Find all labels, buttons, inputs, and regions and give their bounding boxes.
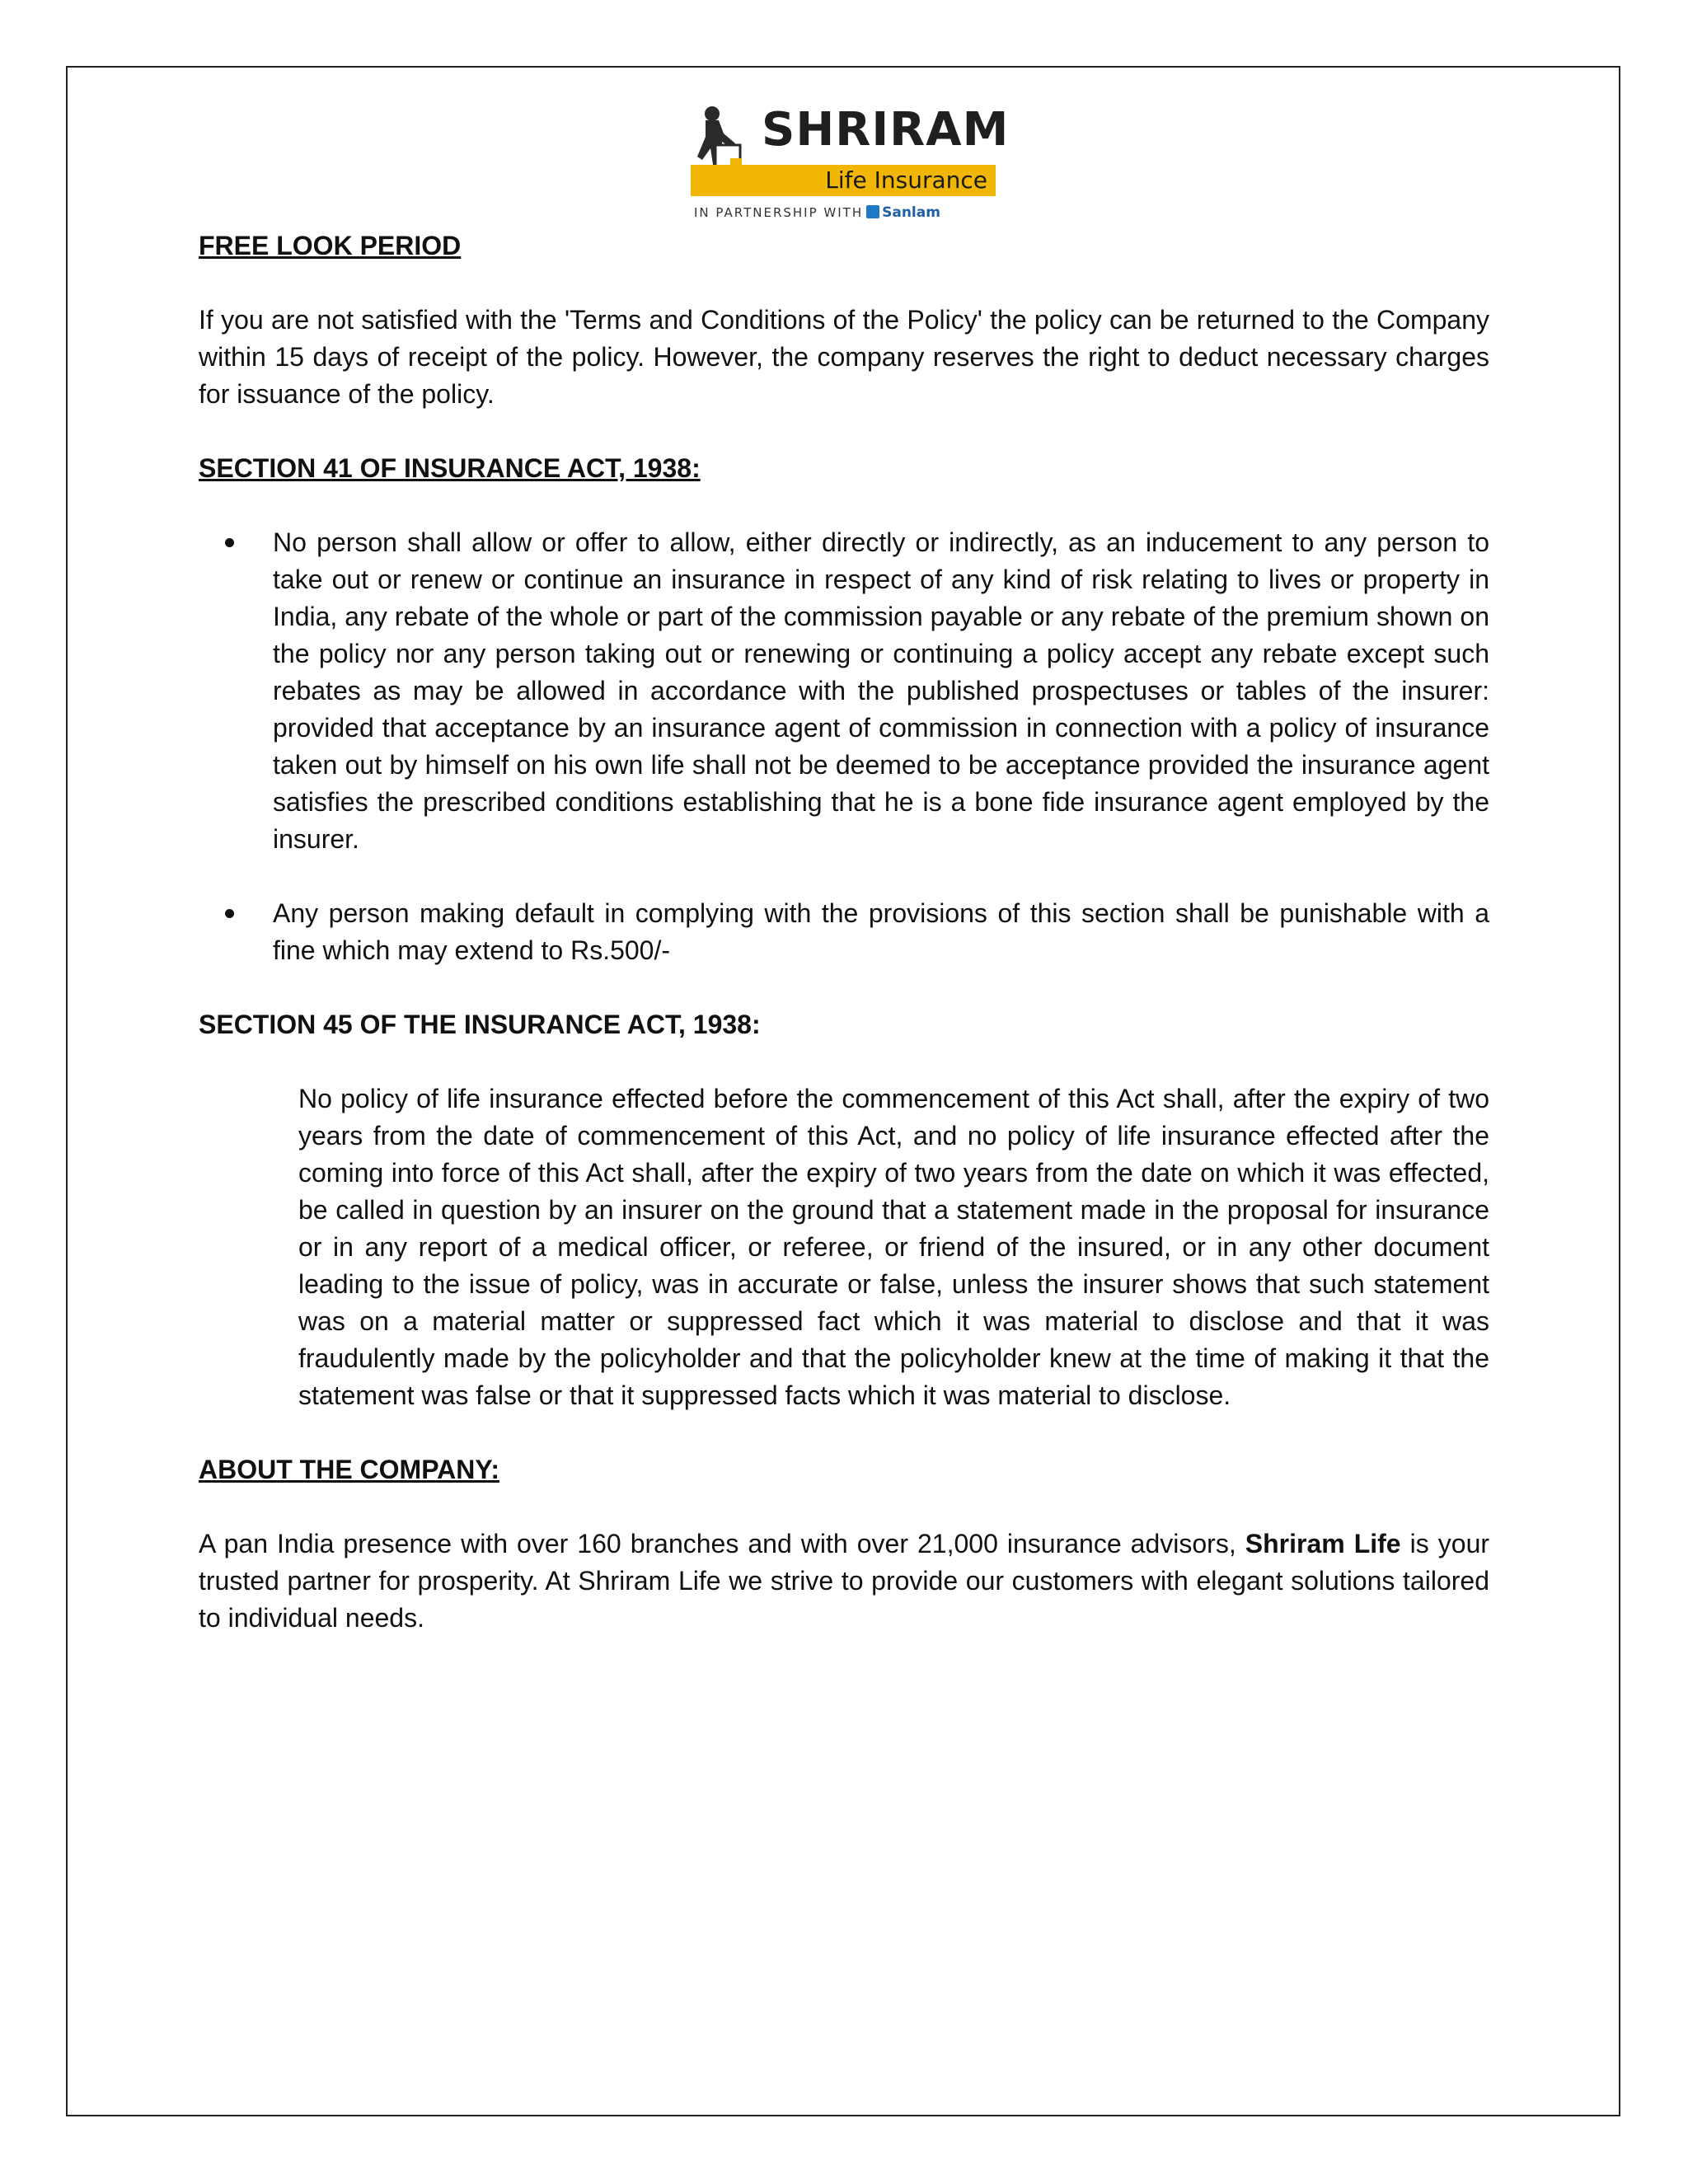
shriram-life-logo <box>691 97 1010 229</box>
list-item <box>199 524 1489 858</box>
partnership-line <box>694 203 940 223</box>
section-41-heading: SECTION 41 OF INSURANCE ACT, 1938: <box>199 453 701 483</box>
partner-brand: Sanlam <box>882 204 940 221</box>
section-41-list <box>199 524 1489 969</box>
bullet-icon <box>225 538 234 547</box>
partnership-text: IN PARTNERSHIP WITH <box>694 205 864 220</box>
company-name: Shriram Life <box>1245 1529 1401 1558</box>
about-text-end: is your trusted partner for prosperity. At Shriram Life we strive to provide our customers with elegant solutions tailored to individual needs. <box>199 1529 1490 1633</box>
about-company-paragraph <box>199 1526 1489 1637</box>
brand-band <box>691 165 996 196</box>
section-45-heading: SECTION 45 OF THE INSURANCE ACT, 1938: <box>199 1010 761 1039</box>
free-look-heading: FREE LOOK PERIOD <box>199 231 462 260</box>
brand-name: SHRIRAM <box>762 103 1010 157</box>
section-41-bullet-1: No person shall allow or offer to allow, either directly or indirectly, as an inducement to any person to take out or renew or continue an insurance in respect of any kind of risk relating to lives or property in India, any rebate of the whole or part of the commission payable or any rebate of the premium shown on the policy nor any person taking out or renewing or continuing a policy accept any rebate except such rebates as may be allowed in accordance with the published prospectuses or tables of the insurer: provided that acceptance by an insurance agent of commission in connection with a policy of insurance taken out by himself on his own life shall not be deemed to be acceptance provided the insurance agent satisfies the prescribed conditions establishing that he is a bone fide insurance agent employed by the insurer. <box>273 527 1489 854</box>
brand-tagline: Life Insurance <box>825 166 987 194</box>
document-body <box>199 227 1489 1637</box>
bullet-icon <box>225 909 234 918</box>
about-company-heading: ABOUT THE COMPANY: <box>199 1455 500 1484</box>
section-45-paragraph: No policy of life insurance effected before the commencement of this Act shall, after the expiry of two years from the date of commencement of this Act, and no policy of life insurance effected after the coming into force of this Act shall, after the expiry of two years from the date on which it was effected, be called in question by an insurer on the ground that a statement made in the proposal for insurance or in any report of a medical officer, or referee, or friend of the insured, or in any other document leading to the issue of policy, was in accurate or false, unless the insurer shows that such statement was on a material matter or suppressed fact which it was material to disclose and that it was fraudulently made by the policyholder and that the policyholder knew at the time of making it that the statement was false or that it suppressed facts which it was material to disclose. <box>298 1084 1489 1410</box>
section-41-bullet-2: Any person making default in complying with the provisions of this section shall be punishable with a fine which may extend to Rs.500/- <box>273 898 1489 965</box>
sanlam-icon <box>866 205 879 218</box>
free-look-paragraph: If you are not satisfied with the 'Terms and Conditions of the Policy' the policy can be returned to the Company within 15 days of receipt of the policy. However, the company reserves the right to deduct necessary charges for issuance of the policy. <box>199 305 1489 409</box>
about-text-start: A pan India presence with over 160 branches and with over 21,000 insurance advisors, <box>199 1529 1245 1558</box>
list-item <box>199 895 1489 969</box>
